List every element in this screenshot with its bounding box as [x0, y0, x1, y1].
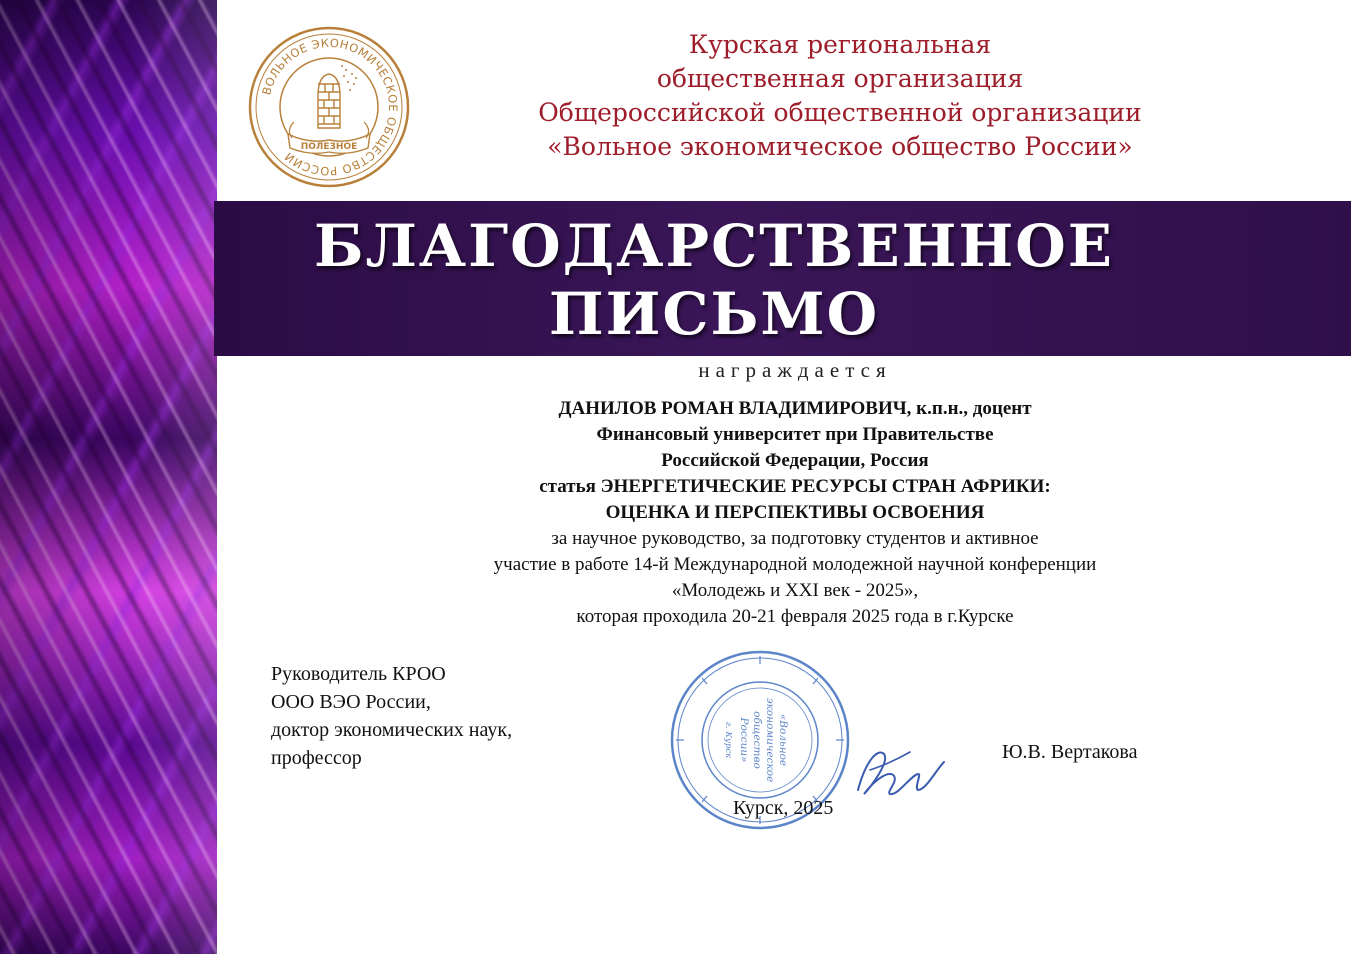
signer-name: Ю.В. Вертакова [1002, 741, 1138, 763]
city-and-year: Курск, 2025 [733, 797, 834, 819]
society-seal-logo [248, 26, 410, 188]
signer-title-line: доктор экономических наук, [271, 719, 513, 741]
svg-text:ПОЛЕЗНОЕ: ПОЛЕЗНОЕ [300, 142, 358, 152]
header-line: Курская региональная [688, 30, 992, 59]
award-reason: за научное руководство, за подготовку студентов и активное [551, 528, 1039, 549]
recipient-name: ДАНИЛОВ РОМАН ВЛАДИМИРОВИЧ, к.п.н., доцент [558, 398, 1032, 419]
decorative-side-panel [0, 0, 217, 954]
title-line-1: БЛАГОДАРСТВЕННОЕ [314, 212, 1114, 280]
recipient-organization: Российской Федерации, Россия [661, 450, 929, 471]
signature [840, 730, 950, 810]
stamp-center-line: общество [751, 711, 763, 769]
awarded-label: награждается [698, 358, 892, 382]
signer-title-line: Руководитель КРОО [271, 663, 446, 685]
header-line: общественная организация [656, 64, 1024, 93]
organization-header [440, 28, 1240, 164]
award-reason: «Молодежь и XXI век - 2025», [671, 580, 919, 601]
stamp-center-line: г. Курск [723, 721, 733, 759]
document-title [214, 212, 1214, 348]
svg-text:ВОЛЬНОЕ ЭКОНОМИЧЕСКОЕ ОБЩЕСТВО: ВОЛЬНОЕ ЭКОНОМИЧЕСКОЕ ОБЩЕСТВО РОССИИ [259, 35, 401, 179]
article-title: ОЦЕНКА И ПЕРСПЕКТИВЫ ОСВОЕНИЯ [605, 502, 985, 523]
header-line: Общероссийской общественной организации [538, 98, 1142, 127]
signer-title-line: ООО ВЭО России, [271, 691, 431, 713]
article-title: статья ЭНЕРГЕТИЧЕСКИЕ РЕСУРСЫ СТРАН АФРИКИ: [539, 476, 1051, 497]
header-line: «Вольное экономическое общество России» [547, 132, 1133, 161]
stamp-center-line: экономическое [764, 697, 776, 783]
award-reason: которая проходила 20-21 февраля 2025 года в г.Курске [576, 606, 1014, 627]
signer-title-line: профессор [271, 747, 362, 769]
signer-title [271, 660, 512, 772]
title-line-2: ПИСЬМО [548, 280, 880, 348]
stamp-center-line: «Вольное [777, 713, 789, 767]
stamp-center-line: России» [738, 717, 750, 763]
award-reason: участие в работе 14-й Международной молодежной научной конференции [493, 554, 1097, 575]
recipient-organization: Финансовый университет при Правительстве [596, 424, 994, 445]
recipient-block [340, 396, 1250, 630]
